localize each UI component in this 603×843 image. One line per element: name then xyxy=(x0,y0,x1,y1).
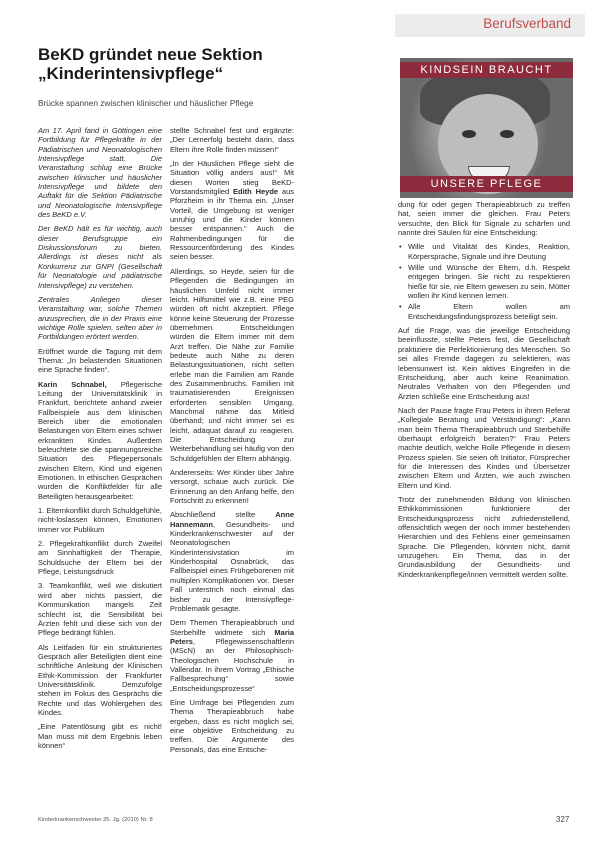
paragraph xyxy=(170,618,294,693)
paragraph: Andererseits: Wer Kinder über Jahre versorgt, schaue auch zurück. Die Erinnerung an den Anfang helfe, den Fortschritt zu erkennen! xyxy=(170,468,294,506)
intro-paragraph-3: Zentrales Anliegen dieser Veranstaltung war, solche Themen anzusprechen, die in der Praxis eine wichtige Rolle spielen, selten aber in Fortbildungen erörtert werden. xyxy=(38,294,162,342)
paragraph: Nach der Pause fragte Frau Peters in ihrem Referat „Kollegiale Beratung und Verständigung“: „Kann man beim Thema Therapieabbruch und Sterbehilfe überhaupt erfolgreich beraten?“ Frau Peters machte deutlich, welche Rolle Pflegende in diesem Prozess spielen. Sie seien oft Initiator, Fürsprecher für die Interessen des Kindes und Übersetzer zwischen Eltern und Ärzten, wie auch zwischen Eltern und Kind. xyxy=(398,405,570,490)
page-number: 327 xyxy=(556,815,570,824)
photo-banner-top: KINDSEIN BRAUCHT xyxy=(400,62,573,78)
campaign-photo xyxy=(400,58,573,198)
list-item: • Wille und Vitalität des Kindes, Reaktion, Körpersprache, Signale und ihre Deutung xyxy=(398,242,570,261)
paragraph xyxy=(38,380,162,501)
paragraph: Eröffnet wurde die Tagung mit dem Thema: „In belastenden Situationen eine Sprache finden“. xyxy=(38,346,162,375)
conflict-item-1: 1. Elternkonflikt durch Schuldgefühle, nicht-loslassen können, Emotionen immer vor Publikum xyxy=(38,506,162,534)
conflict-item-2: 2. Pflegekraftkonflikt durch Zweifel am Sinnhaftigkeit der Therapie, Schuldsuche der Eltern bei der Pflege, Leistungsdruck xyxy=(38,539,162,577)
speaker-name: Edith Heyde xyxy=(233,187,279,197)
paragraph: Trotz der zunehmenden Bildung von klinischen Ethikkommissionen funktioniere der Entscheidungsprozess nicht zufriedenstellend, offensichtlich wegen der noch immer bestehenden Hierarchien und des Fehlens einer gemeinsamen Sprache. Die Pflegenden, könnten nicht, damit umzugehen. Ein Thema, das in der Grundausbildung der Gesundheits- und Kinderkrankenpflege/innen vermittelt werden sollte. xyxy=(398,494,570,579)
speaker-name: Maria Peters xyxy=(170,627,294,646)
paragraph-text: Pflegerische Leitung der Universitätsklinik in Frankfurt, berichtete anhand zweier Fallbeispiele aus dem klinischen Bereich über die emotionalen Belastungen von Eltern eines schwer erkrankten Kindes. Außerdem beleuchtete sie die spannungsreiche Situation des Pflegepersonals zwischen Eltern, Kind und eigenen Emotionen. In ethischen Gesprächen wurden die Konfliktfelder für alle Beteiligten herausgearbeitet: xyxy=(38,379,163,501)
photo-banner-bottom: UNSERE PFLEGE xyxy=(400,176,573,192)
paragraph-text: „In der Häuslichen Pflege sieht die Situation völlig anders aus!“ Mit diesen Worten stieg BeKD-Vorstandsmitglied xyxy=(170,159,294,197)
journal-citation: Kinderkrankenschwester 25. Jg. (2010) Nr. 8 xyxy=(38,817,153,823)
list-item: • Alle Eltern wollen am Entscheidungsfindungsprozess beteiligt sein. xyxy=(398,302,570,321)
paragraph: stellte Schnabel fest und ergänzte: „Der Lernerfolg besteht darin, dass Eltern ihre Rolle finden müssen!“ xyxy=(170,126,294,154)
article-subtitle: Brücke spannen zwischen klinischer und häuslicher Pflege xyxy=(38,98,254,108)
paragraph-text: Abschließend stellte xyxy=(170,510,276,520)
speaker-name: Karin Schnabel, xyxy=(38,379,107,389)
paragraph-text: aus Pforzheim in ihr Thema ein. „Unser Vorteil, die Umgebung ist weniger unruhig und die Kinder können besser entspannen.“ Auch die Rahmenbedingungen für die Ressourcenförderung des Kindes seien besser. xyxy=(170,187,294,262)
paragraph-text: , Pflegewissenschaftlerin (MScN) an der Philosophisch-Theologischen Hochschule in Vallendar. In ihrem Vortrag „Ethische Fallbesprechung“ sowie „Entscheidungsprozesse“ xyxy=(170,636,294,693)
conflict-item-3: 3. Teamkonflikt, weil wie diskutiert wird aber nichts passiert, die Kommunikation mangels Zeit schlecht ist, die Sensibilität bei Ärzten fehlt und diese sich von der Pflege bedrängt fühlen. xyxy=(38,581,162,638)
text-column-2 xyxy=(170,126,294,759)
article-title-line1: BeKD gründet neue Sektion xyxy=(38,45,263,64)
paragraph xyxy=(170,159,294,262)
intro-paragraph-1: Am 17. April fand in Göttingen eine Fortbildung für Pflegekräfte in der Pädiatrischen und Neonatologischen Intensivpflege statt. Die Veranstaltung schlug eine Brücke zwischen klinischer und häuslicher Intensivpflege und bildete den Auftakt für die Sektion Pädiatrische und Neonatologische Intensivpflege des BeKD e.V. xyxy=(38,126,162,220)
paragraph: Auf die Frage, was die jeweilige Entscheidung beeinflusste, stellte Peters fest, die Gesellschaft praktiziere die Perfektionierung des Menschen. So sei alles Fremde dagegen zu selektieren, was lebensunwert ist. Kein aktives Eingreifen in die Entscheidung, aber auch keine Reanimation. Neutrales Verhalten von den Pflegenden und Ärzten schließe eine Entscheidung aus! xyxy=(398,326,570,401)
paragraph: dung für oder gegen Therapieabbruch zu treffen hat, seien immer die gleichen. Frau Peters versuchte, den Blick für Signale zu schärfen und nannte drei Säulen für eine Entscheidung: xyxy=(398,200,570,238)
speaker-name: Anne Hannemann xyxy=(170,510,294,529)
paragraph: Allerdings, so Heyde, seien für die Pflegenden die Bedingungen im häuslichen Umfeld nicht immer leicht. Hilfsmittel wie z.B. eine PEG würden oft nicht akzeptiert. Pflege könne keine Steuerung der Prozesse übernehmen. Entscheidungen würden die Eltern immer mit dem Arzt treffen. Die Nähe zur Familie bedeute auch Nähe zu deren Belastungssituationen, nicht selten erlebe man die Familien am Rande des Zusammenbruchs. Familien mit traumatisierenden Ereignissen erforderten sensiblen Umgang. Manchmal nähme das Mitleid überhand; und nicht immer sei es leicht, adäquat darauf zu reagieren. Die Entscheidung zur Weiterbehandlung sei häufig von den Schuldgefühlen der Eltern abhängig. xyxy=(170,266,294,463)
text-column-3 xyxy=(398,200,570,584)
paragraph-text: , Gesundheits- und Kinderkrankenschwester auf der Neonatologischen Kinderintensivstation im Kinderhospital Osnabrück, das Fallbeispiel eines Frühgeborenen mit multiplen Komplikationen vor. Dieser Fall unterstrich noch einmal das bisher zu der Intensivpflege-Problematik gesagte. xyxy=(170,519,294,613)
intro-paragraph-2: Der BeKD hält es für wichtig, auch dieser Berufsgruppe ein Diskussionsforum zu bieten. Allerdings ist dieses nicht als Konkurrenz zur GNPI (Gesellschaft für Neonatologie und pädiatrische Intensivpflege) zu verstehen. xyxy=(38,224,162,290)
article-title-line2: „Kinderintensivpflege“ xyxy=(38,64,224,83)
text-column-1 xyxy=(38,126,162,755)
paragraph-text: Dem Themen Therapieabbruch und Sterbehilfe widmete sich xyxy=(170,618,294,637)
paragraph: „Eine Patentlösung gibt es nicht! Man muss mit dem Ergebnis leben können“ xyxy=(38,722,162,750)
decision-pillars-list xyxy=(398,242,570,321)
list-item: • Wille und Wünsche der Eltern, d.h. Respekt entgegen bringen. Sie nicht zu respektieren hieße für sie, nie Eltern gewesen zu sein. Mütter wollen ihr Kind kennen lernen. xyxy=(398,263,570,300)
paragraph: Als Leitfaden für ein strukturiertes Gespräch aller Beteiligten dient eine schriftliche Anleitung der Klinischen Ethik-Kommission der Frankfurter Universitätsklinik. Demzufolge stehen im Fokus des Gesprächs die Rechte und das Wohlergehen des Kindes. xyxy=(38,642,162,717)
photo-child-eye-left xyxy=(462,130,476,138)
paragraph: Eine Umfrage bei Pflegenden zum Thema Therapieabbruch habe ergeben, dass es nicht möglich sei, eine objektive Entscheidung zu treffen. Die Argumente des Personals, das eine Entsche- xyxy=(170,697,294,754)
article-title xyxy=(38,45,398,83)
section-header-bar xyxy=(395,14,585,37)
photo-child-eye-right xyxy=(500,130,514,138)
section-label: Berufsverband xyxy=(483,16,571,31)
paragraph xyxy=(170,510,294,613)
